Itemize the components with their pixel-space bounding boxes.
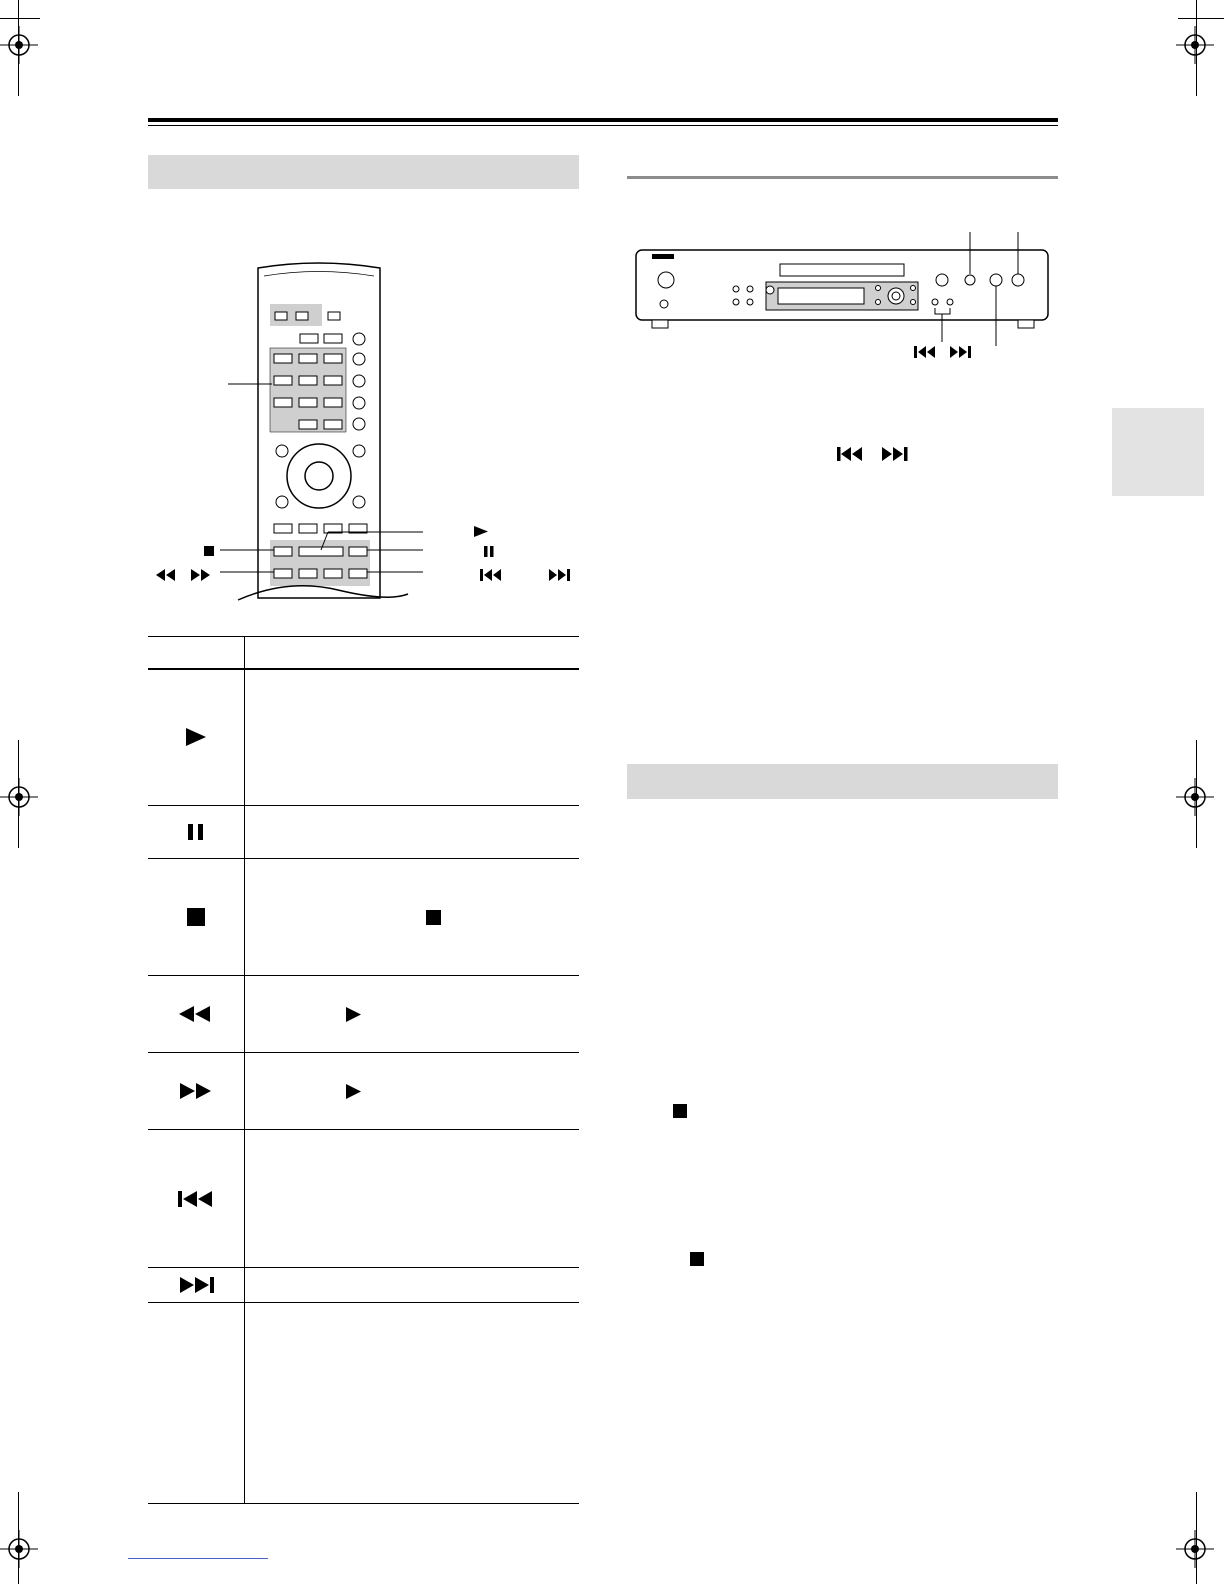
- table-header-row: [148, 637, 579, 669]
- table-cell-icon: [148, 1268, 245, 1303]
- pause-icon: [186, 823, 206, 841]
- table-cell-description: [245, 1303, 580, 1504]
- table-cell-description: [245, 669, 580, 806]
- table-cell-description: [245, 1268, 580, 1303]
- table-cell-description: [245, 1053, 580, 1130]
- crop-line: [18, 740, 19, 848]
- table-row: [148, 976, 579, 1053]
- table-cell-description: [245, 976, 580, 1053]
- table-header-button: [148, 637, 245, 669]
- crop-line: [18, 0, 19, 96]
- registration-mark-top-left: [0, 26, 38, 64]
- previous-next-icons: [836, 446, 916, 462]
- registration-mark-bottom-right: [1176, 1530, 1214, 1568]
- table-row: [148, 1268, 579, 1303]
- play-icon: [184, 727, 208, 747]
- registration-mark-bottom-left: [0, 1530, 38, 1568]
- play-icon: [345, 1006, 363, 1024]
- table-cell-icon: [148, 1053, 245, 1130]
- section-heading-bar-right: [627, 764, 1058, 799]
- operations-table: [148, 636, 579, 1504]
- table-cell-description: [245, 859, 580, 976]
- previous-icon: [176, 1189, 216, 1209]
- previous-next-icons: [478, 568, 578, 582]
- table-cell-description: [245, 806, 580, 859]
- fast-forward-icon: [176, 1081, 216, 1101]
- table-cell-icon: [148, 1130, 245, 1268]
- section-heading-bar-left: [148, 155, 579, 189]
- rewind-fastforward-icons: [153, 568, 215, 582]
- table-row: [148, 859, 579, 976]
- crop-line: [1196, 0, 1197, 96]
- table-cell-icon: [148, 1303, 245, 1504]
- cd-player-front-panel: [630, 228, 1054, 362]
- crop-line: [18, 1492, 19, 1584]
- table-row: [148, 806, 579, 859]
- rewind-icon: [176, 1004, 216, 1024]
- table-cell-icon: [148, 806, 245, 859]
- play-icon: [474, 526, 490, 538]
- table-row: [148, 1303, 579, 1504]
- stop-icon: [204, 546, 216, 558]
- previous-next-icons: [913, 345, 977, 359]
- subsection-rule: [627, 176, 1058, 179]
- table-cell-icon: [148, 976, 245, 1053]
- stop-icon: [186, 907, 206, 927]
- footer-link-underline[interactable]: [128, 1558, 268, 1559]
- table-row: [148, 1053, 579, 1130]
- crop-line: [1196, 740, 1197, 848]
- stop-icon: [673, 1104, 689, 1120]
- stop-icon: [690, 1252, 706, 1268]
- registration-mark-mid-right: [1176, 778, 1214, 816]
- crop-line: [1178, 18, 1224, 19]
- header-rule: [148, 118, 1058, 122]
- table-cell-icon: [148, 669, 245, 806]
- side-tab: [1112, 408, 1204, 496]
- next-icon: [176, 1275, 216, 1295]
- play-icon: [345, 1083, 363, 1101]
- table-row: [148, 1130, 579, 1268]
- pause-icon: [484, 546, 496, 558]
- crop-line: [1196, 1492, 1197, 1584]
- table-cell-description: [245, 1130, 580, 1268]
- stop-icon: [425, 909, 443, 927]
- table-header-operation: [245, 637, 580, 669]
- crop-line: [0, 18, 40, 19]
- registration-mark-mid-left: [0, 778, 38, 816]
- header-rule-thin: [148, 125, 1058, 126]
- registration-mark-top-right: [1176, 26, 1214, 64]
- table-row: [148, 669, 579, 806]
- table-cell-icon: [148, 859, 245, 976]
